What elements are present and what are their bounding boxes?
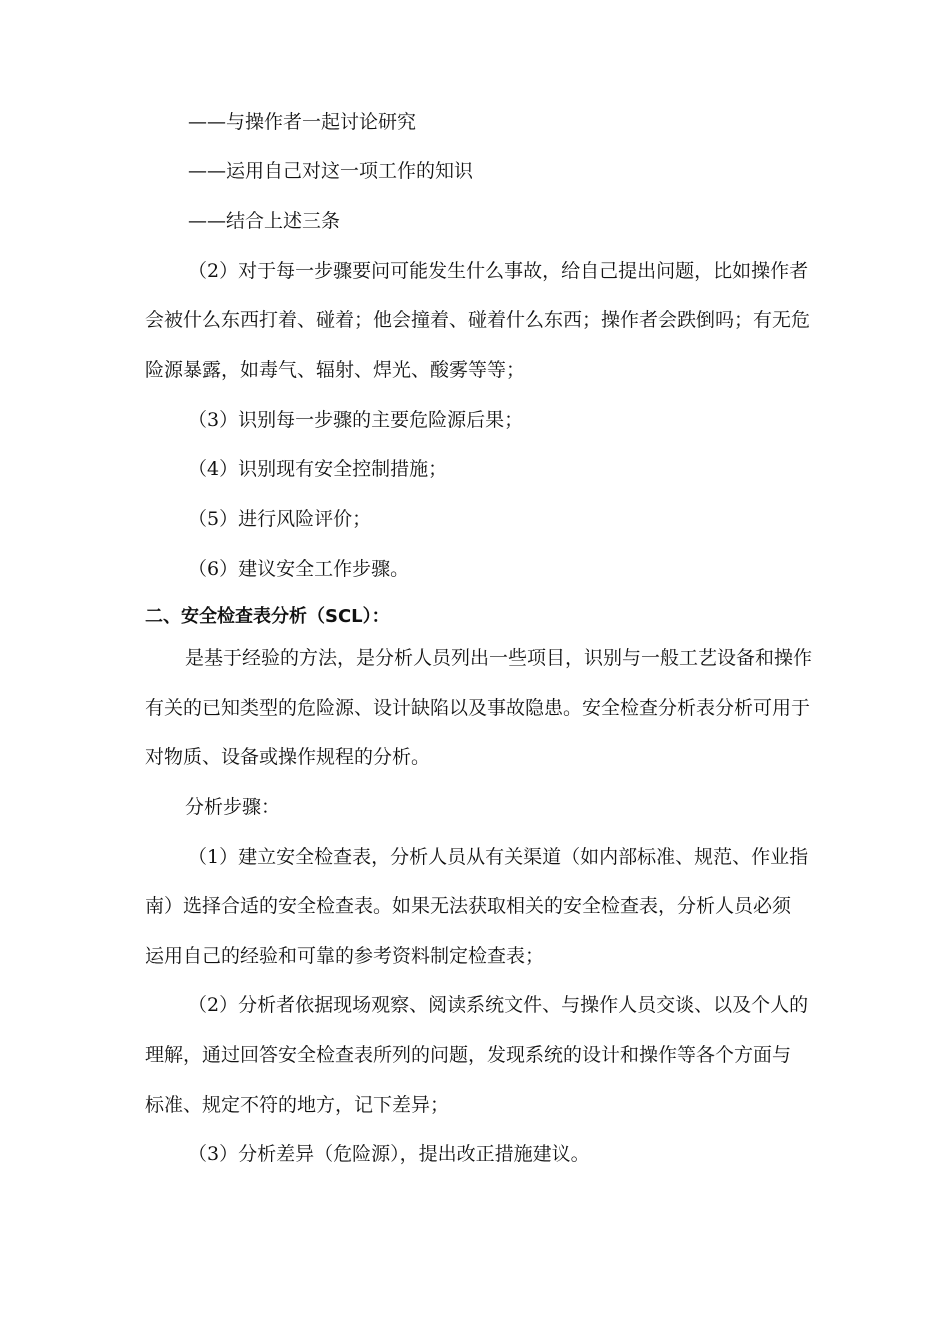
- dash-item-combine: ——结合上述三条: [188, 210, 341, 232]
- scl-step1-line3: 运用自己的经验和可靠的参考资料制定检查表；: [145, 945, 545, 967]
- analysis-steps-label: 分析步骤：: [185, 796, 281, 818]
- scl-step2-line2: 理解，通过回答安全检查表所列的问题，发现系统的设计和操作等各个方面与: [145, 1044, 792, 1066]
- paragraph-step2-line3: 险源暴露，如毒气、辐射、焊光、酸雾等等；: [145, 359, 526, 381]
- scl-step2-line1: （2）分析者依据现场观察、阅读系统文件、与操作人员交谈、以及个人的: [188, 994, 809, 1016]
- scl-step1-line2: 南）选择合适的安全检查表。如果无法获取相关的安全检查表，分析人员必须: [145, 895, 792, 917]
- scl-step3: （3）分析差异（危险源），提出改正措施建议。: [188, 1143, 590, 1165]
- paragraph-step6: （6）建议安全工作步骤。: [188, 558, 410, 580]
- paragraph-step2-line2: 会被什么东西打着、碰着；他会撞着、碰着什么东西；操作者会跌倒吗；有无危: [145, 309, 811, 331]
- dash-item-discuss: ——与操作者一起讨论研究: [188, 111, 417, 133]
- scl-intro-line1: 是基于经验的方法，是分析人员列出一些项目，识别与一般工艺设备和操作: [185, 647, 813, 669]
- scl-intro-line2: 有关的已知类型的危险源、设计缺陷以及事故隐患。安全检查分析表分析可用于: [145, 697, 811, 719]
- scl-intro-line3: 对物质、设备或操作规程的分析。: [145, 746, 431, 768]
- paragraph-step5: （5）进行风险评价；: [188, 508, 372, 530]
- dash-item-knowledge: ——运用自己对这一项工作的知识: [188, 160, 474, 182]
- section-heading-scl: 二、安全检查表分析（SCL）：: [145, 606, 390, 627]
- paragraph-step3: （3）识别每一步骤的主要危险源后果；: [188, 409, 524, 431]
- paragraph-step4: （4）识别现有安全控制措施；: [188, 458, 448, 480]
- scl-step2-line3: 标准、规定不符的地方，记下差异；: [145, 1094, 450, 1116]
- paragraph-step2-line1: （2）对于每一步骤要问可能发生什么事故，给自己提出问题，比如操作者: [188, 260, 809, 282]
- scl-step1-line1: （1）建立安全检查表，分析人员从有关渠道（如内部标准、规范、作业指: [188, 846, 809, 868]
